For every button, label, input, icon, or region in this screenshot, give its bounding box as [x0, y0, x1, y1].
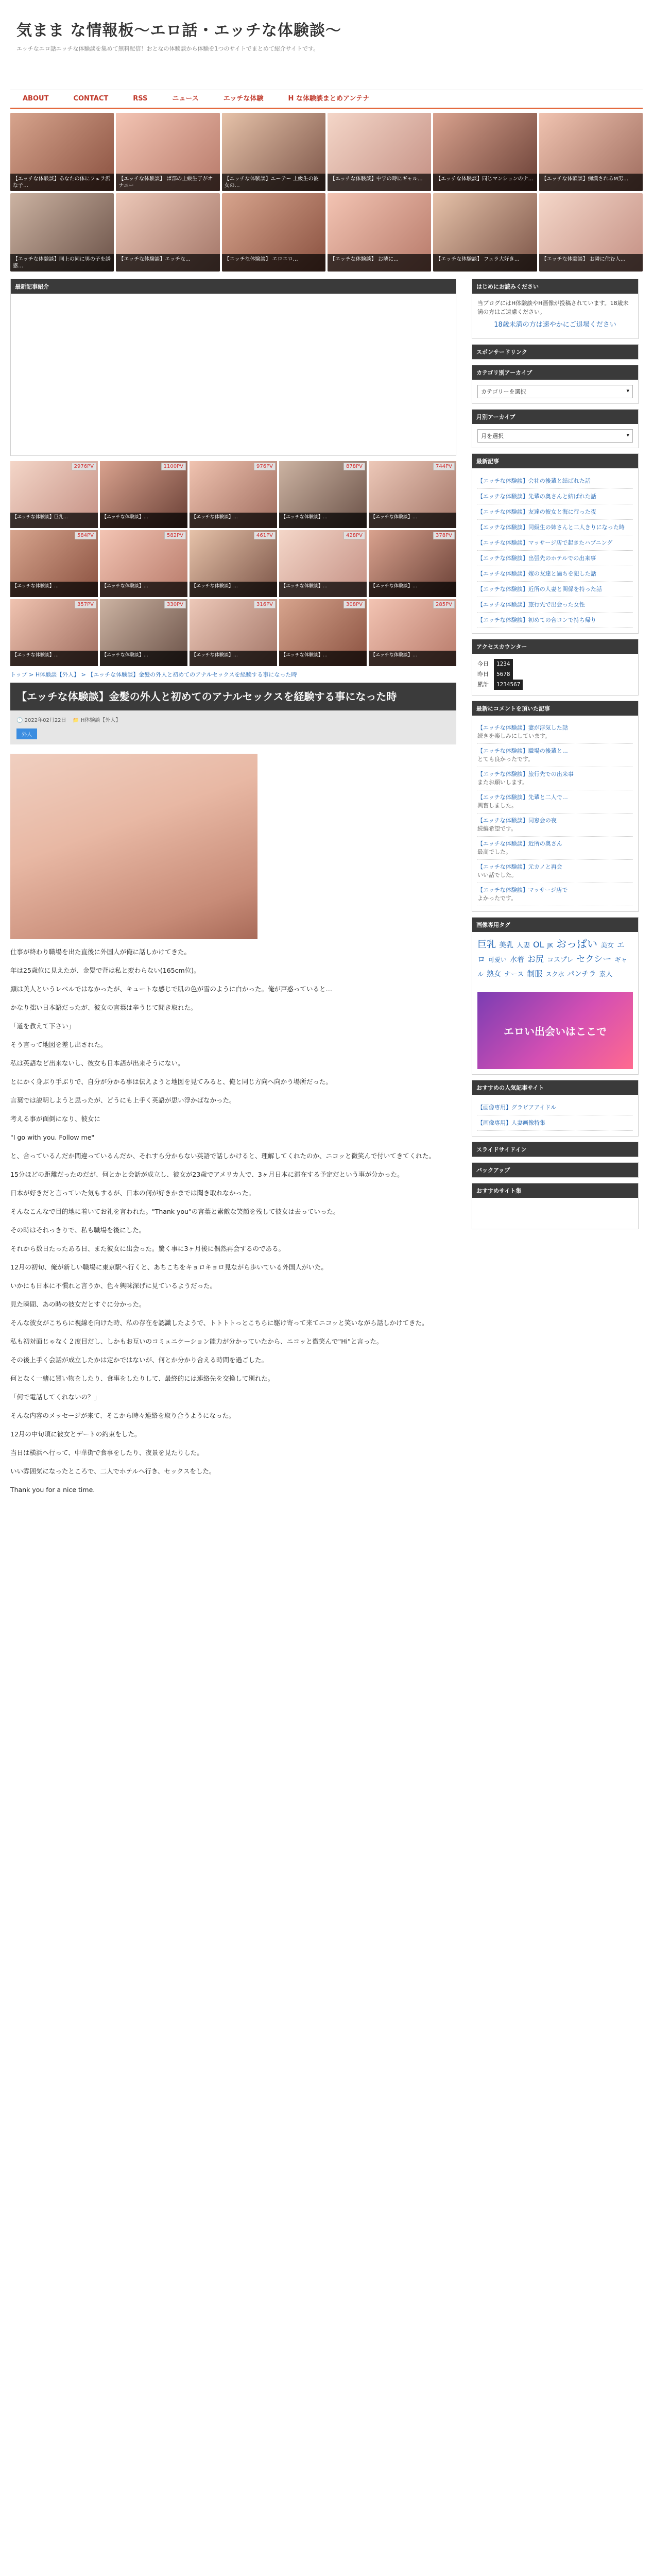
- rss-box: [10, 279, 456, 456]
- thumb-caption: 【エッチな体験談】同じマンションのナ…: [433, 174, 537, 191]
- post-paragraph: 言葉では説明しようと思ったが、どうにも上手く英語が思い浮かばなかった。: [10, 1096, 236, 1104]
- counter-row: [477, 669, 633, 680]
- post-paragraph: いい雰囲気になったところで、二人でホテルへ行き、セックスをした。: [10, 1467, 216, 1475]
- comment-item: [477, 883, 633, 906]
- popular-item[interactable]: [279, 461, 367, 528]
- month-title: 月別アーカイブ: [472, 410, 638, 424]
- recent-link[interactable]: 【エッチな体験談】会社の後輩と結ばれた話: [477, 473, 633, 489]
- notice-text: 当ブログにはH体験談やH画像が投稿されています。18歳未満の方はご遠慮ください。: [477, 300, 629, 315]
- tag-link[interactable]: コスプレ: [547, 956, 574, 964]
- category-box: [472, 365, 639, 404]
- tags-title: 画像専用タグ: [472, 918, 638, 932]
- thumb-caption: 【エッチな体験談】エッチな…: [116, 254, 219, 272]
- post-paragraph: それから数日たったある日、また彼女に出会った。驚く事に3ヶ月後に偶然再会するのである。: [10, 1245, 285, 1252]
- comment-article-link[interactable]: 【エッチな体験談】同窓会の夜: [477, 817, 557, 824]
- osusume-box: [472, 1183, 639, 1229]
- pv-badge: 2976PV: [72, 463, 96, 470]
- nav-news[interactable]: ニュース: [172, 95, 199, 103]
- post-paragraph: その時はそれっきりで、私も職場を後にした。: [10, 1226, 146, 1234]
- top-thumb[interactable]: [539, 193, 643, 272]
- recent-link[interactable]: 【エッチな体験談】嫁の友達と過ちを犯した話: [477, 566, 633, 582]
- chevron-down-icon: ▾: [626, 387, 629, 394]
- post-paragraph: 仕事が終わり職場を出た直後に外国人が俺に話しかけてきた。: [10, 948, 191, 956]
- sponsored-title: スポンサードリンク: [472, 345, 638, 359]
- counter-value: 1234567: [494, 680, 523, 690]
- comment-text: 最高でした。: [477, 849, 511, 855]
- recent-link[interactable]: 【エッチな体験談】同級生の姉さんと二人きりになった時: [477, 520, 633, 535]
- thumb-caption: 【エッチな体験談】あなたの体にフェラ派な子…: [10, 174, 114, 191]
- comment-article-link[interactable]: 【エッチな体験談】妻が浮気した話: [477, 724, 568, 731]
- comment-text: 続編希望です。: [477, 825, 517, 832]
- comment-item: [477, 860, 633, 883]
- comment-item: [477, 790, 633, 814]
- sponsored-box: [472, 344, 639, 360]
- slide-title: スライドサイドイン: [472, 1142, 638, 1157]
- top-thumb[interactable]: [222, 193, 325, 272]
- recent-link[interactable]: 【エッチな体験談】初めての合コンで持ち帰り: [477, 613, 633, 628]
- main-content: [10, 279, 456, 1503]
- comment-article-link[interactable]: 【エッチな体験談】先輩と二人で…: [477, 794, 568, 801]
- thumb-caption: 【エッチな体験談】 お隣に…: [328, 254, 431, 272]
- month-select[interactable]: 月を選択 ▾: [477, 429, 633, 443]
- popular-item[interactable]: [100, 461, 187, 528]
- popular-item-caption: 【エッチな体験談】…: [190, 582, 277, 597]
- post-paragraph: と、合っているんだか間違っているんだか、それすら分からない英語で話しかけると、理解してくれたのか、ニコッと微笑んで付いてきてくれた。: [10, 1152, 435, 1160]
- post-paragraph: 12月の初旬、俺が新しい職場に東京駅へ行くと、あちこちをキョロキョロ見ながら歩いている外国人がいた。: [10, 1263, 328, 1271]
- post-paragraph: そんなこんなで目的地に着いてお礼を言われた。"Thank you"の言葉と素敵な笑顔を残して彼女は去っていった。: [10, 1208, 340, 1215]
- notice-link[interactable]: 18歳未満の方は速やかにご退場ください: [494, 321, 616, 329]
- popular-item[interactable]: [10, 461, 98, 528]
- tag-link[interactable]: 美女: [600, 942, 614, 950]
- backup-box: [472, 1162, 639, 1178]
- thumb-caption: 【エッチな体験談】痴漢されるM男…: [539, 174, 643, 191]
- tag-link[interactable]: 巨乳: [477, 939, 496, 950]
- post-paragraph: そう言って地図を差し出された。: [10, 1041, 107, 1048]
- popular-item-caption: 【エッチな体験談】…: [279, 513, 367, 528]
- folder-icon: 📁: [73, 718, 79, 723]
- recommend-box: [472, 1080, 639, 1137]
- popular-item[interactable]: [369, 599, 456, 666]
- counter-row: [477, 659, 633, 669]
- popular-item[interactable]: [10, 599, 98, 666]
- post-paragraph: 私は英語など出来ないし、彼女も日本語が出来そうにない。: [10, 1059, 184, 1067]
- pv-badge: 357PV: [75, 601, 96, 608]
- nav-about[interactable]: ABOUT: [23, 95, 49, 103]
- tag-link[interactable]: OL: [533, 940, 544, 950]
- popular-item[interactable]: [190, 530, 277, 597]
- site-title[interactable]: 気まま な情報板〜エロ話・エッチな体験談〜: [16, 22, 341, 40]
- counter-value: 5678: [494, 669, 513, 680]
- sidebar: [472, 279, 639, 1503]
- slide-box: [472, 1142, 639, 1157]
- nav-antenna[interactable]: H な体験談まとめアンテナ: [288, 95, 370, 103]
- popular-item[interactable]: [100, 599, 187, 666]
- top-thumb[interactable]: [116, 113, 219, 191]
- popular-item[interactable]: [369, 461, 456, 528]
- tag-link[interactable]: 素人: [599, 971, 613, 978]
- post-body: [10, 946, 456, 1496]
- category-title: カテゴリ別アーカイブ: [472, 365, 638, 380]
- comment-item: [477, 837, 633, 860]
- osusume-title: おすすめサイト集: [472, 1183, 638, 1198]
- post-title: 【エッチな体験談】金髪の外人と初めてのアナルセックスを経験する事になった時: [10, 683, 456, 710]
- comment-text: いい話でした。: [477, 872, 517, 878]
- tag-link[interactable]: ギャル: [477, 956, 627, 978]
- pv-badge: 582PV: [164, 532, 186, 539]
- thumb-caption: 【エッチな体験談】中学の時にギャル…: [328, 174, 431, 191]
- popular-item[interactable]: [190, 461, 277, 528]
- notice-title: はじめにお読みください: [472, 279, 638, 294]
- tag-link[interactable]: 人妻: [517, 942, 530, 950]
- top-thumb[interactable]: [328, 193, 431, 272]
- popular-item[interactable]: [279, 599, 367, 666]
- top-thumb[interactable]: [222, 113, 325, 191]
- popular-item-caption: 【エッチな体験談】…: [100, 513, 187, 528]
- popular-item[interactable]: [279, 530, 367, 597]
- pv-badge: 1100PV: [161, 463, 186, 470]
- top-thumb[interactable]: [539, 113, 643, 191]
- tag-link[interactable]: エロ: [477, 940, 625, 964]
- comment-text: とても良かったです。: [477, 756, 534, 762]
- tag-link[interactable]: 制服: [527, 969, 543, 978]
- main-nav: [10, 90, 643, 109]
- post-paragraph: 「道を教えて下さい」: [10, 1022, 75, 1030]
- top-thumb[interactable]: [328, 113, 431, 191]
- post-paragraph: 年は25歳位に見えたが、金髪で背は私と変わらない(165cm位)。: [10, 967, 200, 974]
- category-select[interactable]: カテゴリーを選択 ▾: [477, 385, 633, 398]
- notice-box: [472, 279, 639, 339]
- post-paragraph: 私も初対面じゃなく２度目だし、しかもお互いのコミュニケーション能力が分かっていたから、ニコッと微笑んで"Hi"と言った。: [10, 1337, 383, 1345]
- backup-title: バックアップ: [472, 1163, 638, 1177]
- post-paragraph: 何となく一緒に買い物をしたり、食事をしたりして、最終的には連絡先を交換して別れた。: [10, 1375, 274, 1382]
- comment-item: [477, 767, 633, 790]
- popular-item-caption: 【エッチな体験談】…: [190, 651, 277, 666]
- post-meta: [10, 710, 456, 744]
- recent-link[interactable]: 【エッチな体験談】先輩の奥さんと結ばれた話: [477, 489, 633, 504]
- recent-title: 最新記事: [472, 454, 638, 468]
- post-paragraph: 顔は美人というレベルではなかったが、キュートな感じで肌の色が雪のように白かった。俺が戸惑っていると…: [10, 985, 333, 993]
- thumb-caption: 【エッチな体験談】 ぱ部の上級生子がオナニー: [116, 174, 219, 191]
- comment-item: [477, 814, 633, 837]
- month-box: [472, 409, 639, 448]
- nav-h-experience[interactable]: エッチな体験: [223, 95, 264, 103]
- counter-row: [477, 680, 633, 690]
- comment-article-link[interactable]: 【エッチな体験談】マッサージ店で: [477, 887, 568, 893]
- comment-item: [477, 744, 633, 767]
- rss-box-body: [11, 294, 456, 455]
- pv-badge: 428PV: [343, 532, 365, 539]
- top-thumb[interactable]: [116, 193, 219, 272]
- nav-contact[interactable]: CONTACT: [73, 95, 109, 103]
- thumb-caption: 【エッチな体験談】エーテー 上級生の彼女の…: [222, 174, 325, 191]
- post-paragraph: 考える事が面倒になり、彼女に: [10, 1115, 101, 1123]
- pv-badge: 330PV: [164, 601, 186, 608]
- counter-value: 1234: [494, 659, 513, 669]
- post-paragraph: いかにも日本に不慣れと言うか、色々興味深げに見ているようだった。: [10, 1282, 217, 1290]
- comment-article-link[interactable]: 【エッチな体験談】旅行先での出来事: [477, 771, 574, 777]
- post-paragraph: かなり拙い日本語だったが、彼女の言葉は辛うじて聞き取れた。: [10, 1004, 197, 1011]
- site-description: エッチなエロ話エッチな体験談を集めて無料配信！おとなの体験談から体験を1つのサイトでまとめて紹介サイトです。: [16, 45, 319, 52]
- post-paragraph: "I go with you. Follow me": [10, 1133, 95, 1141]
- post-paragraph: 「何で電話してくれないの？」: [10, 1393, 101, 1401]
- clock-icon: 🕒: [16, 718, 23, 723]
- post-paragraph: Thank you for a nice time.: [10, 1486, 95, 1494]
- popular-item[interactable]: [369, 530, 456, 597]
- tag-link[interactable]: おっぱい: [556, 938, 597, 950]
- counter-title: アクセスカウンター: [472, 639, 638, 654]
- post-category[interactable]: H体験談【外人】: [80, 718, 121, 723]
- pv-badge: 308PV: [343, 601, 365, 608]
- popular-item-caption: 【エッチな体験談】…: [10, 651, 98, 666]
- popular-item-caption: 【エッチな体験談】巨乳…: [10, 513, 98, 528]
- popular-item-caption: 【エッチな体験談】…: [369, 582, 456, 597]
- tag-link[interactable]: 可愛い: [488, 956, 507, 963]
- counter-label: 昨日: [477, 671, 489, 677]
- rss-box-title: 最新記事紹介: [11, 279, 456, 294]
- recommend-link[interactable]: 【画像専用】人妻画像特集: [477, 1115, 633, 1131]
- post-date: 2022年02月22日: [24, 718, 66, 723]
- post-paragraph: 見た瞬間、あの時の彼女だとすぐに分かった。: [10, 1300, 146, 1308]
- pv-badge: 976PV: [254, 463, 276, 470]
- recent-link[interactable]: 【エッチな体験談】出張先のホテルでの出来事: [477, 551, 633, 566]
- pv-badge: 744PV: [433, 463, 455, 470]
- post-paragraph: 15分ほどの距離だったのだが、何とかと会話が成立し、彼女が23歳でアメリカ人で、3ヶ月日本に滞在する予定だという事が分かった。: [10, 1171, 404, 1178]
- popular-item-caption: 【エッチな体験談】…: [369, 651, 456, 666]
- top-thumb[interactable]: [10, 113, 114, 191]
- top-thumb[interactable]: [433, 113, 537, 191]
- tag-link[interactable]: セクシー: [576, 954, 612, 964]
- counter-label: 今日: [477, 660, 489, 667]
- comment-article-link[interactable]: 【エッチな体験談】元カノと再会: [477, 863, 562, 870]
- breadcrumb[interactable]: トップ > H体験談【外人】 > 【エッチな体験談】金髪の外人と初めてのアナルセックスを経験する事になった時: [10, 671, 297, 678]
- tag-link[interactable]: パンチラ: [567, 970, 596, 978]
- post-paragraph: 12月の中旬頃に彼女とデートの約束をした。: [10, 1430, 141, 1438]
- recommend-title: おすすめの人気記事サイト: [472, 1080, 638, 1095]
- chevron-down-icon: ▾: [626, 432, 629, 438]
- post-photo: [10, 754, 257, 939]
- pv-badge: 285PV: [433, 601, 455, 608]
- popular-item-caption: 【エッチな体験談】…: [100, 651, 187, 666]
- pv-badge: 461PV: [254, 532, 276, 539]
- popular-item-caption: 【エッチな体験談】…: [10, 582, 98, 597]
- post-paragraph: 当日は横浜へ行って、中華街で食事をしたり、夜景を見たりした。: [10, 1449, 203, 1456]
- popular-item[interactable]: [10, 530, 98, 597]
- post-tag-button[interactable]: 外人: [16, 728, 37, 739]
- comment-article-link[interactable]: 【エッチな体験談】近所の奥さん: [477, 840, 562, 847]
- post-paragraph: とにかく身ぶり手ぶりで、自分が分かる事は伝えようと地図を見てみると、俺と同じ方向へ向かう場所だった。: [10, 1078, 332, 1086]
- post-paragraph: その後上手く会話が成立したかは定かではないが、何とか分かり合える時間を過ごした。: [10, 1356, 268, 1364]
- page: [10, 0, 643, 1503]
- recent-link[interactable]: 【エッチな体験談】近所の人妻と関係を持った話: [477, 582, 633, 597]
- tag-link[interactable]: 水着: [510, 956, 525, 964]
- popular-grid: [10, 461, 456, 666]
- top-thumbnail-grid: [10, 113, 643, 272]
- popular-item-caption: 【エッチな体験談】…: [279, 651, 367, 666]
- comment-text: よかったです。: [477, 895, 517, 902]
- pv-badge: 584PV: [75, 532, 96, 539]
- ad-banner[interactable]: エロい出会いはここで: [477, 992, 633, 1069]
- comments-box: [472, 701, 639, 912]
- recent-box: [472, 453, 639, 634]
- recommend-link[interactable]: 【画像専用】グラビアアイドル: [477, 1100, 633, 1115]
- post-paragraph: そんな内容のメッセージが来て、そこから時々連絡を取り合うようになった。: [10, 1412, 235, 1419]
- main-layout: [10, 279, 643, 1503]
- thumb-caption: 【エッチな体験談】 お隣に住む人…: [539, 254, 643, 272]
- recent-link[interactable]: 【エッチな体験談】マッサージ店で起きたハプニング: [477, 535, 633, 551]
- comments-title: 最新にコメントを頂いた記事: [472, 701, 638, 716]
- tag-link[interactable]: お尻: [527, 954, 544, 964]
- top-thumb[interactable]: [10, 193, 114, 272]
- popular-item-caption: 【エッチな体験談】…: [369, 513, 456, 528]
- popular-item-caption: 【エッチな体験談】…: [279, 582, 367, 597]
- pv-badge: 316PV: [254, 601, 276, 608]
- tag-link[interactable]: ナース: [504, 971, 524, 978]
- recent-link[interactable]: 【エッチな体験談】友達の彼女と海に行った夜: [477, 504, 633, 520]
- thumb-caption: 【エッチな体験談】同上の同に男の子を誘惑…: [10, 254, 114, 272]
- popular-item-caption: 【エッチな体験談】…: [190, 513, 277, 528]
- tag-link[interactable]: スク水: [545, 971, 564, 978]
- tag-link[interactable]: 美乳: [499, 941, 513, 950]
- comment-text: またお願いします。: [477, 779, 528, 786]
- comment-article-link[interactable]: 【エッチな体験談】職場の後輩と…: [477, 748, 568, 754]
- nav-rss[interactable]: RSS: [133, 95, 148, 103]
- recent-link[interactable]: 【エッチな体験談】旅行先で出会った女性: [477, 597, 633, 613]
- post-paragraph: そんな彼女がこちらに視線を向けた時、私の存在を認識したようで、トトトトっとこちらに駆け寄って来てニコッと笑いながら話しかけてきた。: [10, 1319, 428, 1327]
- tags-box: [472, 917, 639, 1075]
- comment-text: 興奮しました。: [477, 802, 517, 809]
- thumb-caption: 【エッチな体験談】 フェラ大好き…: [433, 254, 537, 272]
- top-thumb[interactable]: [433, 193, 537, 272]
- popular-item[interactable]: [190, 599, 277, 666]
- comment-text: 続きを楽しみにしています。: [477, 733, 551, 739]
- post-paragraph: 日本が好きだと言っていた気もするが、日本の何が好きかまでは聞き取れなかった。: [10, 1189, 255, 1197]
- counter-box: [472, 639, 639, 696]
- popular-item-caption: 【エッチな体験談】…: [100, 582, 187, 597]
- pv-badge: 878PV: [343, 463, 365, 470]
- popular-item[interactable]: [100, 530, 187, 597]
- counter-label: 累計: [477, 681, 489, 688]
- pv-badge: 378PV: [433, 532, 455, 539]
- tag-link[interactable]: 熟女: [487, 970, 502, 978]
- thumb-caption: 【エッチな体験談】 エロエロ…: [222, 254, 325, 272]
- tag-link[interactable]: JK: [547, 942, 553, 949]
- comment-item: [477, 721, 633, 744]
